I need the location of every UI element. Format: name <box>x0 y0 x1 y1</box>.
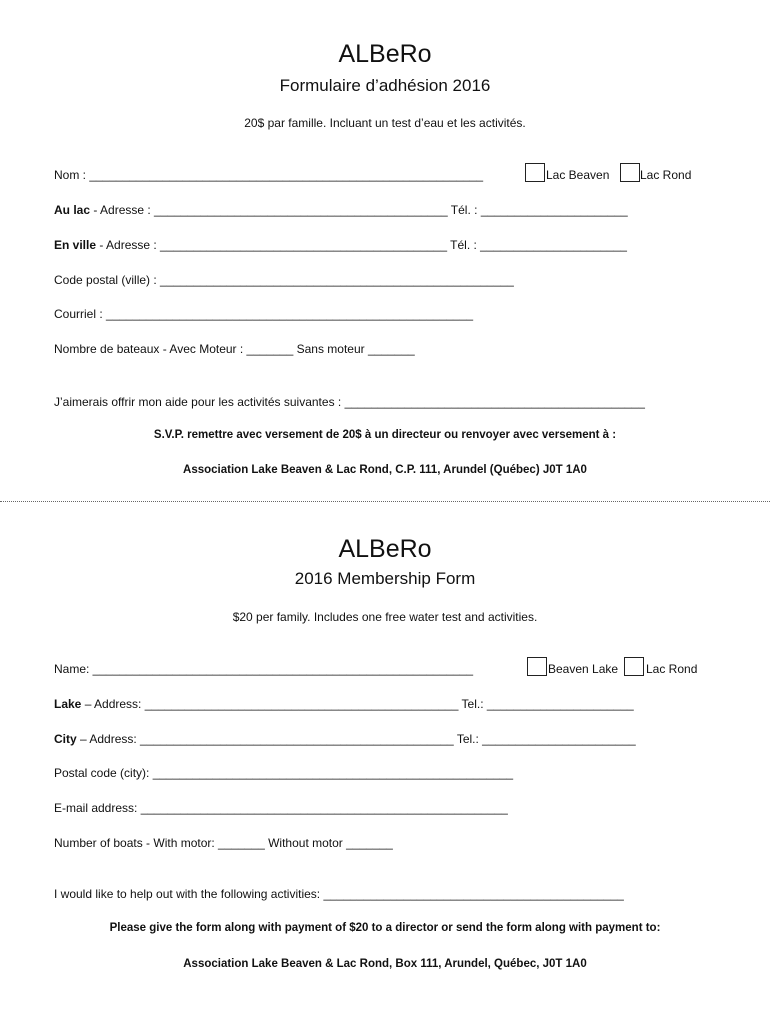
fr-lake-label: Au lac <box>54 203 91 217</box>
en-lake-address-field[interactable] <box>54 698 634 710</box>
en-price-note: $20 per family. Includes one free water test and activities. <box>232 610 538 624</box>
en-lake-label: Lake <box>54 697 82 711</box>
en-form-subtitle: 2016 Membership Form <box>294 569 476 588</box>
fr-help-activities-field[interactable]: J’aimerais offrir mon aide pour les activités suivantes : _____________________________________________ <box>54 395 645 409</box>
fr-form-subtitle: Formulaire d’adhésion 2016 <box>279 76 491 95</box>
en-city-address-field[interactable] <box>54 733 636 745</box>
en-mailing-address: Association Lake Beaven & Lac Rond, Box 111, Arundel, Québec, J0T 1A0 <box>183 958 587 970</box>
en-beaven-lake-checkbox[interactable] <box>527 657 547 676</box>
en-postal-code-field[interactable]: Postal code (city): ______________________________________________________ <box>54 766 514 780</box>
en-boats-field[interactable]: Number of boats - With motor: _______ Without motor _______ <box>54 836 393 850</box>
fr-lac-rond-label: Lac Rond <box>640 168 692 182</box>
en-instructions: Please give the form along with payment of $20 to a director or send the form along with payment to: <box>109 922 661 934</box>
fr-email-field[interactable]: Courriel : _______________________________________________________ <box>54 307 474 321</box>
fr-lac-beaven-label: Lac Beaven <box>546 168 610 182</box>
fr-postal-code-field[interactable]: Code postal (ville) : _____________________________________________________ <box>54 273 514 287</box>
fr-lac-rond-checkbox[interactable] <box>620 163 640 182</box>
en-city-label: City <box>54 732 77 746</box>
fr-lac-beaven-checkbox[interactable] <box>525 163 545 182</box>
en-help-activities-field[interactable]: I would like to help out with the following activities: _____________________________________________ <box>54 887 624 901</box>
en-beaven-lake-label: Beaven Lake <box>548 662 619 676</box>
en-name-field[interactable]: Name: _________________________________________________________ <box>54 662 474 676</box>
en-city-address-line: – Address: _______________________________________________ Tel.: _______________________ <box>76 732 636 746</box>
fr-city-address-field[interactable] <box>54 239 627 251</box>
fr-form-title: ALBeRo <box>338 40 432 68</box>
fr-mailing-address: Association Lake Beaven & Lac Rond, C.P. 111, Arundel (Québec) J0T 1A0 <box>183 464 587 476</box>
fr-city-label: En ville <box>54 238 97 252</box>
fr-name-field[interactable]: Nom : ___________________________________________________________ <box>54 168 484 182</box>
fr-lake-address-field[interactable] <box>54 204 628 216</box>
en-form-title: ALBeRo <box>338 535 432 563</box>
fr-city-address-line: - Adresse : ___________________________________________ Tél. : ______________________ <box>96 238 627 252</box>
cut-line-divider <box>0 501 770 502</box>
en-lac-rond-checkbox[interactable] <box>624 657 644 676</box>
fr-price-note: 20$ par famille. Incluant un test d’eau et les activités. <box>244 116 526 130</box>
fr-boats-field[interactable]: Nombre de bateaux - Avec Moteur : _______ Sans moteur _______ <box>54 342 415 356</box>
fr-lake-address-line: - Adresse : ____________________________________________ Tél. : ______________________ <box>90 203 628 217</box>
fr-instructions: S.V.P. remettre avec versement de 20$ à un directeur ou renvoyer avec versement à : <box>153 429 617 441</box>
en-lake-address-line: – Address: _______________________________________________ Tel.: ______________________ <box>81 697 634 711</box>
en-lac-rond-label: Lac Rond <box>646 662 698 676</box>
en-email-field[interactable]: E-mail address: _______________________________________________________ <box>54 801 508 815</box>
